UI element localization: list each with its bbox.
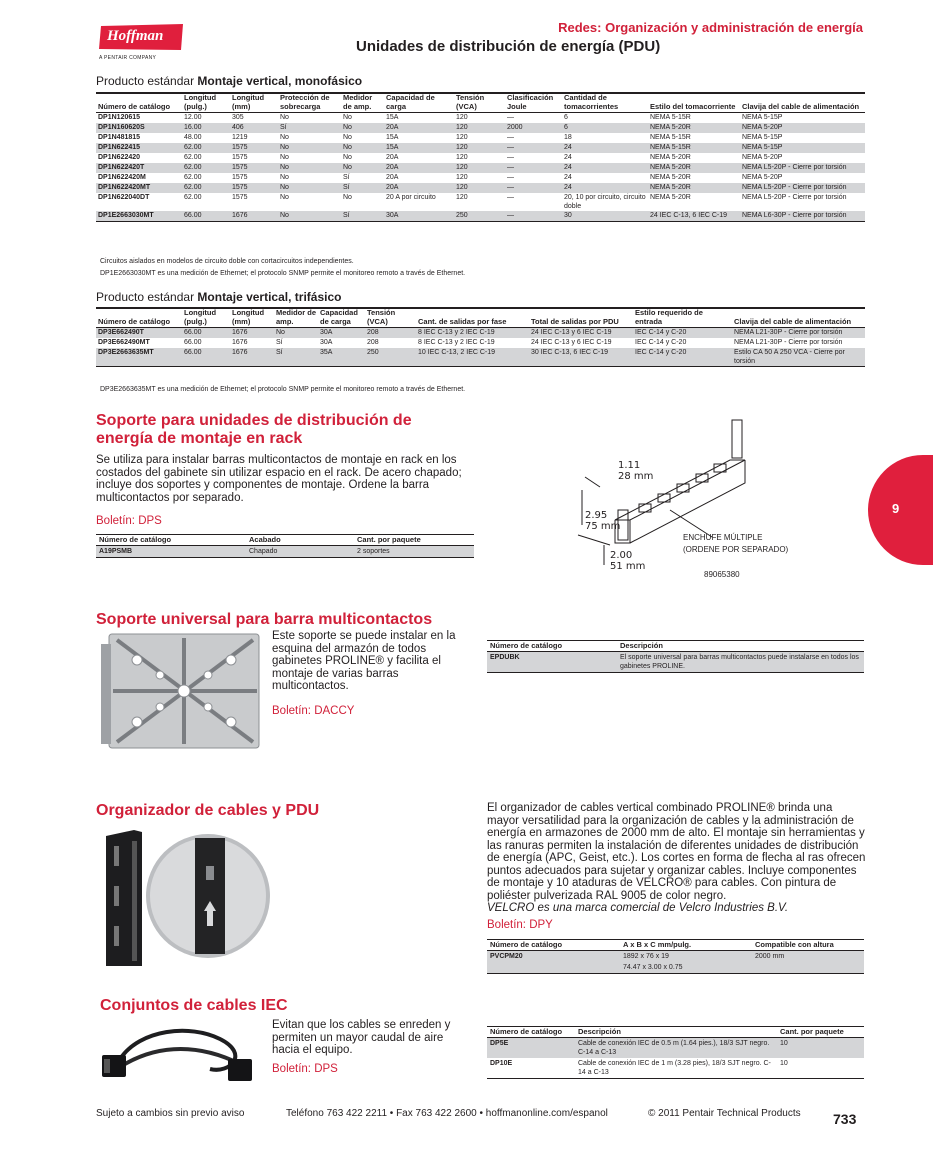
mono-table-cell: 30	[562, 211, 648, 222]
organizer-col-header: Número de catálogo	[487, 940, 620, 951]
mono-table-cell: No	[280, 174, 289, 181]
mono-table-cell: 20A	[386, 154, 399, 161]
iec-table-cell: Cable de conexión IEC de 0.5 m (1.64 pies.), 18/3 SJT negro. C-14 a C-13	[575, 1038, 777, 1059]
mono-table-cell: NEMA 5-20P	[742, 154, 783, 161]
tri-col-header: Capacidad de carga	[318, 308, 365, 328]
mono-table-row	[96, 183, 865, 193]
mono-table-cell: —	[505, 163, 562, 173]
chapter-number: 9	[892, 501, 900, 516]
tri-table-cell: 66.00	[182, 328, 230, 339]
mono-table-cell: 305	[232, 114, 244, 121]
organizer-table-cell	[487, 962, 620, 974]
tri-col-header: Clavija del cable de alimentación	[732, 308, 865, 328]
mono-table-cell: Sí	[341, 211, 384, 222]
mono-table-cell: 250	[454, 211, 505, 222]
organizer-table-cell: PVCPM20	[487, 951, 620, 963]
mono-table-cell: DP1N622420M	[98, 174, 146, 181]
tri-table-cell: DP3E662490T	[96, 328, 182, 339]
mono-table-cell: 24	[562, 183, 648, 193]
organizer-table-cell: 2000 mm	[752, 951, 864, 963]
tri-table-cell: 30A	[320, 339, 333, 346]
mono-table-cell: —	[507, 134, 514, 141]
hoffman-logo	[97, 22, 187, 52]
mono-table-cell: 15A	[384, 143, 454, 153]
mono-col-header: Cantidad de tomacorrientes	[562, 93, 648, 113]
mono-table-cell: NEMA 5-15P	[742, 134, 783, 141]
mono-table-cell: NEMA L6-30P - Cierre por torsión	[740, 211, 865, 222]
drawing-callout	[683, 532, 788, 556]
mono-col-header: Tensión (VCA)	[454, 93, 505, 113]
dim-1	[618, 460, 653, 482]
tri-table-cell: DP3E662490MT	[98, 339, 150, 346]
mono-table-cell: 120	[456, 114, 468, 121]
tri-table-cell: 30A	[318, 328, 365, 339]
mono-table-cell: 66.00	[182, 211, 230, 222]
mono-table-cell: 20A	[386, 174, 399, 181]
mono-table-cell: —	[505, 143, 562, 153]
mono-table-cell: Sí	[278, 123, 341, 133]
rack-col-header: Cant. por paquete	[354, 535, 474, 546]
mono-table-cell: 406	[230, 123, 278, 133]
mono-table-row	[96, 211, 865, 222]
tri-table-row	[96, 338, 865, 348]
mono-table-cell: NEMA L5-20P - Cierre por torsión	[740, 183, 865, 193]
mono-col-header: Protección de sobrecarga	[278, 93, 341, 113]
mono-table-cell: 12.00	[184, 114, 202, 121]
mono-table-cell: 1575	[232, 154, 248, 161]
mono-spec-table	[96, 92, 865, 222]
mono-col-header: Medidor de amp.	[341, 93, 384, 113]
mono-table-row	[96, 153, 865, 163]
mono-table-cell: No	[343, 154, 352, 161]
rack-table	[96, 534, 474, 558]
mono-col-header: Longitud (mm)	[230, 93, 278, 113]
mono-col-header: Número de catálogo	[96, 93, 182, 113]
universal-table-row	[487, 652, 864, 673]
iec-table-cell: 10	[777, 1038, 864, 1059]
logo-text: Hoffman	[107, 28, 164, 44]
organizer-section-title: Organizador de cables y PDU	[96, 802, 320, 819]
tri-col-header: Cant. de salidas por fase	[416, 308, 529, 328]
tri-col-header: Estilo requerido de entrada	[633, 308, 732, 328]
mono-table-cell: 48.00	[184, 134, 202, 141]
mono-table-cell: NEMA L5-20P - Cierre por torsión	[740, 163, 865, 173]
mono-table-cell: NEMA L5-20P - Cierre por torsión	[742, 194, 847, 201]
tri-table-cell: Sí	[274, 348, 318, 367]
page-title: Unidades de distribución de energía (PDU)	[356, 38, 661, 55]
mono-table-cell: 62.00	[184, 174, 202, 181]
logo-tagline: A PENTAIR COMPANY	[99, 55, 157, 61]
mono-table-cell: 120	[454, 123, 505, 133]
mono-table-cell: 24	[562, 143, 648, 153]
organizer-description: El organizador de cables vertical combinado PROLINE® brinda una mayor versatilidad para la organización de cables y la administración de energía en armazones de 2000 mm de alto. El montaje sin herramientas y las ranuras permiten la instalación de diferentes unidades de distribución de energía (APC, Geist, etc.). Los cortes en forma de flecha al ras ofrecen puntos adecuados para sujetar y organizar cables. Incluye componentes de montaje y 10 ataduras de VELCRO® para cables. Con pintura de poliéster pulverizada RAL 9005 de color negro.	[487, 802, 866, 902]
tri-table-cell: 1676	[230, 328, 274, 339]
drawing-callout-line-1: ENCHUFE MÚLTIPLE	[683, 533, 763, 542]
mono-table-cell: NEMA 5-15R	[650, 134, 691, 141]
footer-disclaimer: Sujeto a cambios sin previo aviso	[96, 1108, 245, 1119]
dim-3-in: 2.00	[610, 550, 633, 561]
organizer-col-header: Compatible con altura	[752, 940, 864, 951]
mono-table-cell: 6	[564, 114, 568, 121]
iec-bulletin: Boletín: DPS	[272, 1063, 338, 1075]
mono-table-row	[96, 133, 865, 143]
mono-table-cell: 1575	[230, 143, 278, 153]
rack-section-title: Soporte para unidades de distribución de energía de montaje en rack	[96, 412, 412, 447]
dim-3	[610, 550, 645, 572]
mono-table-cell: 24	[564, 154, 572, 161]
mono-table-cell: DP1N622420MT	[96, 183, 182, 193]
tri-table-cell: Estilo CA 50 A 250 VCA - Cierre por torsión	[732, 348, 865, 367]
mono-table-cell: NEMA 5-20R	[650, 194, 691, 201]
mono-table-cell: 120	[456, 194, 468, 201]
mono-table-cell: DP1N481815	[98, 134, 141, 141]
tri-header-row	[96, 308, 865, 328]
mono-table-cell: 62.00	[184, 154, 202, 161]
mono-table-row	[96, 143, 865, 153]
organizer-table-row	[487, 951, 864, 963]
mono-table-cell: 120	[456, 174, 468, 181]
mono-table-cell: 30A	[384, 211, 454, 222]
iec-table-row	[487, 1038, 864, 1059]
mono-table-cell: No	[278, 183, 341, 193]
universal-col-header: Descripción	[617, 641, 864, 652]
mono-table-cell: Sí	[343, 174, 350, 181]
tri-table-cell: 66.00	[182, 348, 230, 367]
drawing-callout-line-2: (ORDENE POR SEPARADO)	[683, 545, 789, 554]
mono-table-cell: NEMA 5-20R	[650, 154, 691, 161]
iec-cable-photo	[100, 1019, 265, 1091]
mono-table-cell: DP1N622420	[98, 154, 141, 161]
drawing-part-number: 89065380	[704, 570, 740, 579]
mono-table-cell: 62.00	[182, 163, 230, 173]
dim-2-in: 2.95	[585, 510, 608, 521]
tri-table-cell: 208	[365, 328, 416, 339]
iec-col-header: Descripción	[575, 1027, 777, 1038]
mono-table-cell: No	[341, 123, 384, 133]
iec-table-cell: 10	[780, 1060, 788, 1067]
mono-table-cell: NEMA 5-15R	[650, 114, 691, 121]
mono-table-cell: 120	[454, 163, 505, 173]
chapter-tab	[868, 455, 933, 565]
mono-table-cell: 62.00	[184, 194, 202, 201]
tri-table-cell: 250	[365, 348, 416, 367]
mono-col-header: Clasificación Joule	[505, 93, 562, 113]
mono-table-cell: No	[280, 134, 289, 141]
mono-table-cell: NEMA 5-20R	[648, 123, 740, 133]
mono-table-cell: —	[507, 174, 514, 181]
iec-section-title: Conjuntos de cables IEC	[100, 997, 288, 1014]
mono-table-cell: DP1N120615	[98, 114, 141, 121]
tri-col-header: Medidor de amp.	[276, 308, 317, 326]
mono-col-header: Clavija del cable de alimentación	[740, 93, 865, 113]
tri-table-cell: 1676	[230, 348, 274, 367]
mono-table-cell: 1575	[232, 194, 248, 201]
tri-table-cell: 8 IEC C-13 y 2 IEC C-19	[416, 328, 529, 339]
mono-table-cell: No	[280, 194, 289, 201]
mono-table-cell: 16.00	[182, 123, 230, 133]
mono-caption-prefix: Producto estándar	[96, 74, 195, 88]
mono-table-cell: Sí	[341, 183, 384, 193]
mono-table-cell: —	[505, 183, 562, 193]
mono-table-cell: —	[507, 154, 514, 161]
mono-table-cell: DP1N622415	[96, 143, 182, 153]
iec-table-cell: Cable de conexión IEC de 1 m (3.28 pies), 18/3 SJT negro. C-14 a C-13	[578, 1060, 771, 1076]
cable-organizer-photo	[100, 826, 275, 966]
iec-table-cell: DP10E	[490, 1060, 513, 1067]
mono-table-cell: NEMA 5-20R	[648, 183, 740, 193]
mono-table-cell: 2000	[505, 123, 562, 133]
tri-caption-bold: Montaje vertical, trifásico	[197, 290, 342, 304]
tri-table-cell: NEMA L21-30P - Cierre por torsión	[732, 328, 865, 339]
tri-table-cell: 8 IEC C-13 y 2 IEC C-19	[418, 339, 495, 346]
tri-table-cell: 24 IEC C-13 y 6 IEC C-19	[529, 328, 633, 339]
mono-table-cell: 1575	[232, 174, 248, 181]
tri-caption-prefix: Producto estándar	[96, 290, 195, 304]
tri-table-cell: Sí	[276, 339, 283, 346]
tri-table-row	[96, 348, 865, 367]
mono-table-cell: 120	[456, 134, 468, 141]
tri-table-row	[96, 328, 865, 339]
organizer-table-cell: 1892 x 76 x 19	[620, 951, 752, 963]
mono-caption-bold: Montaje vertical, monofásico	[197, 74, 363, 88]
tri-table-cell: 35A	[318, 348, 365, 367]
mono-table-cell: 15A	[386, 114, 399, 121]
tri-table-cell: IEC C-14 y C-20	[635, 339, 687, 346]
dim-2	[585, 510, 620, 532]
dim-1-in: 1.11	[618, 460, 641, 471]
mono-header-row	[96, 93, 865, 113]
mono-table-cell: No	[280, 114, 289, 121]
mono-table-cell: 1575	[230, 183, 278, 193]
tri-table-cell: NEMA L21-30P - Cierre por torsión	[734, 339, 843, 346]
mono-table-cell: 20, 10 por circuito, circuito doble	[564, 194, 646, 210]
iec-table-row	[487, 1058, 864, 1079]
footer-copyright: © 2011 Pentair Technical Products	[648, 1108, 801, 1119]
mono-table-cell: No	[280, 154, 289, 161]
mono-table-cell: —	[505, 211, 562, 222]
mono-table-cell: No	[343, 114, 352, 121]
section-title: Redes: Organización y administración de energía	[558, 20, 863, 35]
universal-section-title: Soporte universal para barra multicontactos	[96, 611, 433, 628]
mono-table-cell: No	[341, 163, 384, 173]
organizer-trademark-note: VELCRO es una marca comercial de Velcro Industries B.V.	[487, 902, 789, 914]
universal-col-header: Número de catálogo	[487, 641, 617, 652]
iec-col-header: Número de catálogo	[487, 1027, 575, 1038]
universal-description: Este soporte se puede instalar en la esquina del armazón de todos gabinetes PROLINE® y facilita el montaje de varias barras multicontactos.	[272, 630, 456, 692]
organizer-table-cell	[752, 962, 864, 974]
mono-table-cell: DP1N622040DT	[98, 194, 150, 201]
mono-table-cell: DP1N160620S	[96, 123, 182, 133]
mono-table-cell: No	[341, 143, 384, 153]
mono-table-cell: 24	[562, 163, 648, 173]
mono-table-cell: No	[278, 163, 341, 173]
mono-table-row	[96, 123, 865, 133]
dim-3-mm: 51 mm	[610, 561, 646, 572]
mono-table-cell: 120	[456, 154, 468, 161]
page-number: 733	[833, 1111, 857, 1127]
rack-table-cell: Chapado	[246, 546, 354, 558]
mono-note-2: DP1E2663030MT es una medición de Ethernet; el protocolo SNMP permite el monitoreo remoto a través de Ethernet.	[100, 270, 466, 277]
tri-table-cell: 1676	[232, 339, 248, 346]
universal-table-cell: El soporte universal para barras multicontactos puede instalarse en todos los gabinetes PROLINE.	[617, 652, 864, 673]
mono-table-cell: 6	[562, 123, 648, 133]
mono-table-cell: 1676	[230, 211, 278, 222]
tri-table-cell: 24 IEC C-13 y 6 IEC C-19	[531, 339, 612, 346]
mono-table-cell: NEMA 5-15P	[742, 114, 783, 121]
tri-table-cell: 30 IEC C-13, 6 IEC C-19	[529, 348, 633, 367]
mono-col-header: Longitud (pulg.)	[182, 93, 230, 113]
tri-table-cell: IEC C-14 y C-20	[633, 328, 732, 339]
mono-table-cell: 62.00	[182, 143, 230, 153]
mono-note-1: Circuitos aislados en modelos de circuito doble con cortacircuitos independientes.	[100, 258, 354, 265]
tri-col-header: Número de catálogo	[96, 308, 182, 328]
mono-table-row	[96, 193, 865, 211]
mono-table-cell: 24 IEC C-13, 6 IEC C-19	[648, 211, 740, 222]
organizer-bulletin: Boletín: DPY	[487, 919, 553, 931]
mono-table-cell: 15A	[386, 134, 399, 141]
mono-table-cell: NEMA 5-20R	[648, 163, 740, 173]
organizer-table-cell: 74.47 x 3.00 x 0.75	[620, 962, 752, 974]
tri-table-cell: 10 IEC C-13, 2 IEC C-19	[416, 348, 529, 367]
tri-table-cell: No	[274, 328, 318, 339]
mono-table-row	[96, 113, 865, 124]
mono-table-cell: 62.00	[182, 183, 230, 193]
tri-col-header: Total de salidas por PDU	[529, 308, 633, 328]
rack-table-cell: 2 soportes	[354, 546, 474, 558]
iec-description: Evitan que los cables se enreden y permiten un mayor caudal de aire hacia el equipo.	[272, 1019, 451, 1056]
mono-col-header: Capacidad de carga	[384, 93, 454, 113]
mono-table-cell: 24	[564, 174, 572, 181]
mono-table-cell: —	[507, 194, 514, 201]
tri-col-header: Longitud (pulg.)	[182, 308, 230, 328]
mono-table-cell: DP1E2663030MT	[96, 211, 182, 222]
mono-table-cell: 1219	[232, 134, 248, 141]
tri-table-cell: DP3E2663635MT	[96, 348, 182, 367]
dim-2-mm: 75 mm	[585, 521, 621, 532]
iec-col-header: Cant. por paquete	[777, 1027, 864, 1038]
mono-table-cell: NEMA 5-20P	[740, 123, 865, 133]
tri-col-header: Tensión (VCA)	[365, 308, 416, 328]
mono-table-cell: No	[278, 211, 341, 222]
mono-table-cell: NEMA 5-15R	[648, 143, 740, 153]
mono-col-header: Estilo del tomacorriente	[648, 93, 740, 113]
tri-table-cell: 66.00	[184, 339, 202, 346]
iec-table-cell: DP5E	[487, 1038, 575, 1059]
rack-description: Se utiliza para instalar barras multicontactos de montaje en rack en los costados del gabinete sin utilizar espacio en el rack. De acero chapado; incluye dos soportes y componentes de montaje. Ordene la barra multicontactos por separado.	[96, 454, 462, 504]
footer-contact: Teléfono 763 422 2211 • Fax 763 422 2600 • hoffmanonline.com/espanol	[286, 1108, 608, 1119]
mono-table-row	[96, 163, 865, 173]
mono-table-cell: 20A	[384, 163, 454, 173]
rack-table-cell: A19PSMB	[96, 546, 246, 558]
rack-col-header: Acabado	[246, 535, 354, 546]
organizer-table-row	[487, 962, 864, 974]
mono-caption	[96, 74, 362, 88]
mono-table-cell: 18	[564, 134, 572, 141]
tri-caption	[96, 290, 341, 304]
mono-table-cell: NEMA 5-15P	[740, 143, 865, 153]
tri-table-cell: 208	[367, 339, 379, 346]
universal-bracket-photo	[97, 630, 265, 752]
mono-table-cell: —	[507, 114, 514, 121]
tri-spec-table	[96, 307, 865, 367]
mono-table-cell: 120	[454, 183, 505, 193]
mono-table-cell: DP1N622420T	[96, 163, 182, 173]
organizer-table	[487, 939, 864, 974]
rack-bracket-drawing	[540, 415, 770, 615]
tri-note: DP3E2663635MT es una medición de Ethernet; el protocolo SNMP permite el monitoreo remoto a través de Ethernet.	[100, 386, 466, 393]
mono-table-cell: No	[343, 134, 352, 141]
universal-table-cell: EPDUBK	[487, 652, 617, 673]
mono-table-cell: No	[278, 143, 341, 153]
mono-table-cell: No	[343, 194, 352, 201]
tri-col-header: Longitud (mm)	[230, 308, 274, 328]
universal-bulletin: Boletín: DACCY	[272, 705, 355, 717]
mono-table-cell: 20 A por circuito	[386, 194, 436, 201]
tri-table-cell: IEC C-14 y C-20	[633, 348, 732, 367]
mono-table-cell: NEMA 5-20R	[650, 174, 691, 181]
dim-1-mm: 28 mm	[618, 471, 654, 482]
rack-col-header: Número de catálogo	[96, 535, 246, 546]
organizer-col-header: A x B x C mm/pulg.	[620, 940, 752, 951]
universal-table	[487, 640, 864, 673]
iec-table	[487, 1026, 864, 1079]
mono-table-cell: 20A	[384, 123, 454, 133]
rack-bulletin: Boletín: DPS	[96, 515, 162, 527]
mono-table-cell: NEMA 5-20P	[742, 174, 783, 181]
mono-table-row	[96, 173, 865, 183]
rack-table-row	[96, 546, 474, 558]
mono-table-cell: 20A	[384, 183, 454, 193]
mono-table-cell: 120	[454, 143, 505, 153]
mono-table-cell: 1575	[230, 163, 278, 173]
